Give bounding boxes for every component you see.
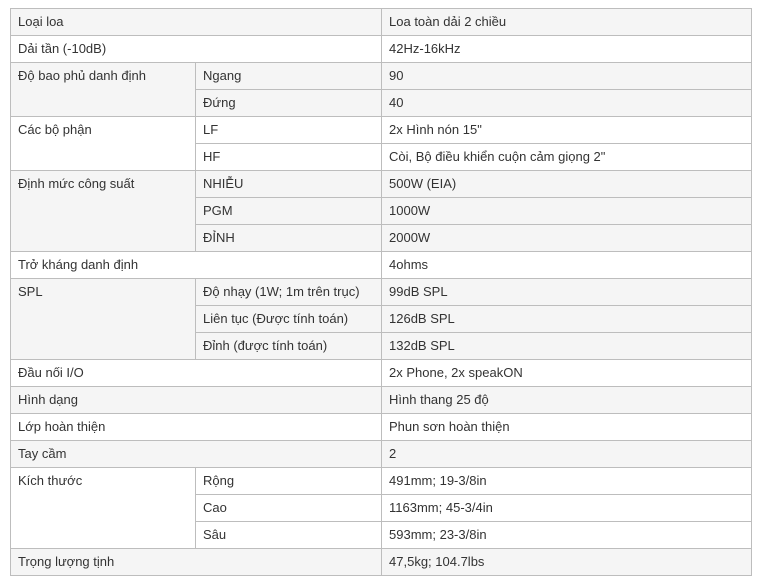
table-row <box>11 468 752 495</box>
spec-label: Định mức công suất <box>11 171 196 252</box>
table-row <box>11 9 752 36</box>
table-row <box>11 171 752 198</box>
spec-sublabel: Đỉnh (được tính toán) <box>196 333 382 360</box>
spec-label: Tay cầm <box>11 441 382 468</box>
spec-sublabel: PGM <box>196 198 382 225</box>
spec-label: Kích thước <box>11 468 196 549</box>
spec-value: 1000W <box>382 198 752 225</box>
spec-label: Hình dạng <box>11 387 382 414</box>
spec-sublabel: NHIỄU <box>196 171 382 198</box>
spec-sublabel: ĐỈNH <box>196 225 382 252</box>
spec-value: 2x Hình nón 15" <box>382 117 752 144</box>
spec-value: 2 <box>382 441 752 468</box>
spec-value: 47,5kg; 104.7lbs <box>382 549 752 576</box>
table-row <box>11 252 752 279</box>
spec-value: 99dB SPL <box>382 279 752 306</box>
table-row <box>11 117 752 144</box>
spec-value: Hình thang 25 độ <box>382 387 752 414</box>
spec-value: 126dB SPL <box>382 306 752 333</box>
spec-value: 40 <box>382 90 752 117</box>
spec-value: Loa toàn dải 2 chiều <box>382 9 752 36</box>
spec-value: 2000W <box>382 225 752 252</box>
spec-sublabel: Cao <box>196 495 382 522</box>
spec-value: 2x Phone, 2x speakON <box>382 360 752 387</box>
spec-sublabel: LF <box>196 117 382 144</box>
spec-sublabel: Liên tục (Được tính toán) <box>196 306 382 333</box>
spec-sublabel: Rộng <box>196 468 382 495</box>
spec-sublabel: HF <box>196 144 382 171</box>
spec-table <box>10 8 752 576</box>
spec-value: 500W (EIA) <box>382 171 752 198</box>
table-row <box>11 387 752 414</box>
spec-value: 90 <box>382 63 752 90</box>
spec-label: Lớp hoàn thiện <box>11 414 382 441</box>
spec-value: Phun sơn hoàn thiện <box>382 414 752 441</box>
spec-label: Đầu nối I/O <box>11 360 382 387</box>
spec-label: Trọng lượng tịnh <box>11 549 382 576</box>
spec-value: Còi, Bộ điều khiển cuộn cảm giọng 2" <box>382 144 752 171</box>
spec-sublabel: Đứng <box>196 90 382 117</box>
spec-value: 42Hz-16kHz <box>382 36 752 63</box>
spec-label: Loại loa <box>11 9 382 36</box>
spec-value: 4ohms <box>382 252 752 279</box>
spec-sublabel: Sâu <box>196 522 382 549</box>
spec-sublabel: Ngang <box>196 63 382 90</box>
spec-value: 1163mm; 45-3/4in <box>382 495 752 522</box>
table-row <box>11 360 752 387</box>
spec-label: SPL <box>11 279 196 360</box>
table-row <box>11 441 752 468</box>
spec-sublabel: Độ nhạy (1W; 1m trên trục) <box>196 279 382 306</box>
spec-label: Các bộ phận <box>11 117 196 171</box>
spec-value: 593mm; 23-3/8in <box>382 522 752 549</box>
spec-label: Độ bao phủ danh định <box>11 63 196 117</box>
table-row <box>11 36 752 63</box>
spec-value: 491mm; 19-3/8in <box>382 468 752 495</box>
table-row <box>11 414 752 441</box>
spec-label: Dải tần (-10dB) <box>11 36 382 63</box>
table-row <box>11 279 752 306</box>
table-row <box>11 549 752 576</box>
spec-label: Trở kháng danh định <box>11 252 382 279</box>
spec-value: 132dB SPL <box>382 333 752 360</box>
table-row <box>11 63 752 90</box>
